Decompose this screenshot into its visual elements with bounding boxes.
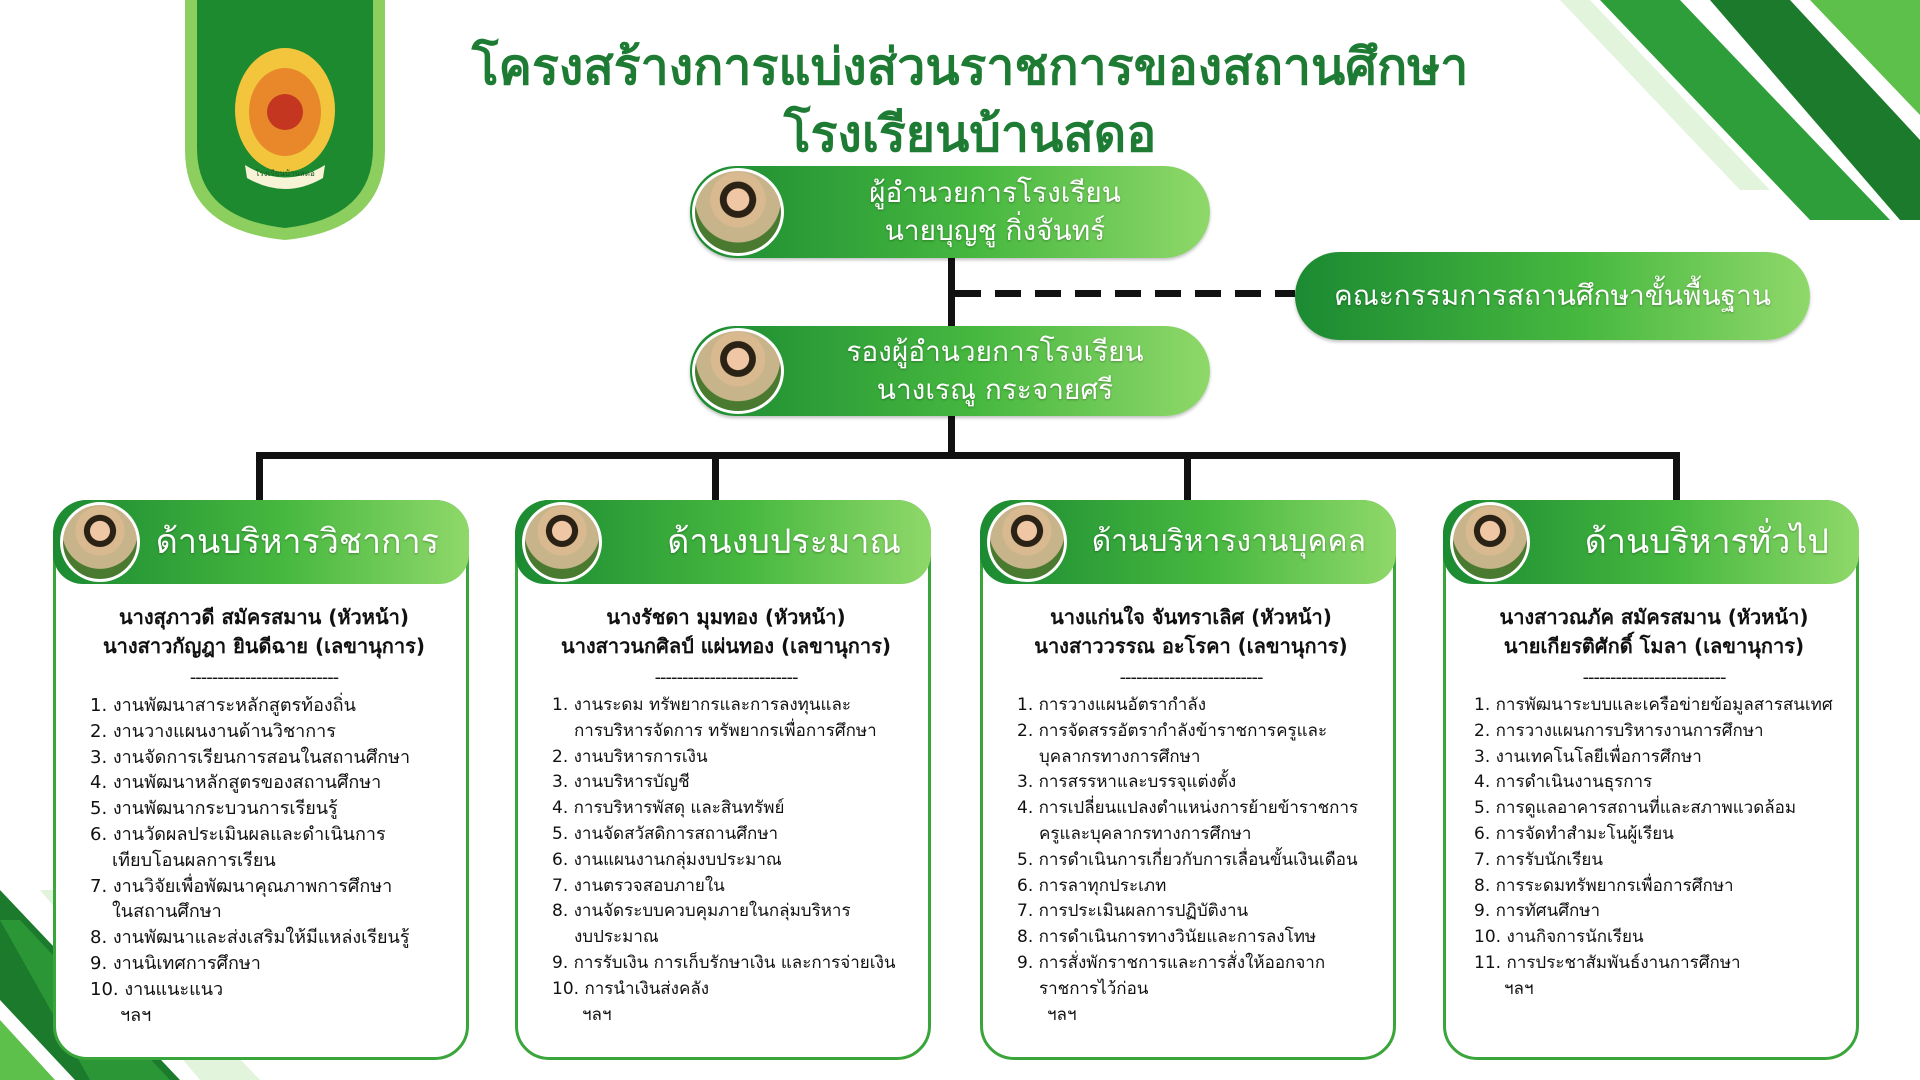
task-item: 2. งานบริหารการเงิน [552,746,708,767]
task-item: 1. งานระดม ทรัพยากรและการลงทุนและ [552,695,852,715]
department-card-general [1443,500,1859,1060]
task-item: 5. งานพัฒนากระบวนการเรียนรู้ [90,798,338,820]
department-staff [1446,603,1862,661]
connector-horizontal [256,452,1680,459]
task-item: 1. งานพัฒนาสาระหลักสูตรท้องถิ่น [90,695,356,716]
deputy-name: นางเรณู กระจายศรี [876,373,1114,406]
department-head-photo [1450,502,1530,582]
task-item: 6. การลาทุกประเภท [1017,875,1167,896]
task-list [1474,693,1850,1003]
task-item: 6. การจัดทำสำมะโนผู้เรียน [1474,823,1674,844]
connector-drop-3 [1184,452,1191,502]
department-head-photo [60,502,140,582]
department-head: นางแก่นใจ จันทราเลิศ (หัวหน้า) [1050,605,1332,629]
task-item: 9. การรับเงิน การเก็บรักษาเงิน และการจ่ายเงิน [552,952,896,973]
task-item: 3. งานเทคโนโลยีเพื่อการศึกษา [1474,746,1702,767]
department-secretary: นางสาวกัญฎา ยินดีฉาย (เลขานุการ) [102,634,426,658]
school-logo-label: โรงเรียนบ้านสดอ [255,169,315,178]
committee-box [1295,252,1810,340]
separator: --------------------------- [189,667,339,688]
task-item: การบริหารจัดการ ทรัพยากรเพื่อการศึกษา [574,720,877,741]
committee-label: คณะกรรมการสถานศึกษาขั้นพื้นฐาน [1334,279,1771,312]
department-card-personnel [980,500,1396,1060]
task-item: บุคลากรทางการศึกษา [1039,746,1201,767]
department-card-academic [53,500,469,1060]
task-item: ราชการไว้ก่อน [1039,978,1149,999]
department-card-budget [515,500,931,1060]
task-item: 2. การวางแผนการบริหารงานการศึกษา [1474,720,1764,741]
task-item: 3. งานจัดการเรียนการสอนในสถานศึกษา [90,746,411,768]
task-list [1017,693,1393,1028]
task-item: 4. งานพัฒนาหลักสูตรของสถานศึกษา [90,772,382,794]
department-secretary: นางสาวนกศิลป์ แผ่นทอง (เลขานุการ) [561,634,891,658]
page-subtitle [380,95,1560,174]
task-item: 4. การบริหารพัสดุ และสินทรัพย์ [552,798,785,819]
task-item: 8. การดำเนินการทางวินัยและการลงโทษ [1017,927,1317,948]
school-logo [185,0,385,240]
task-list [90,693,466,1028]
etc-label: ฯลฯ [1504,978,1534,999]
task-item: 3. งานบริหารบัญชี [552,772,690,793]
department-title: ด้านงบประมาณ [515,500,931,584]
task-item: 4. การดำเนินงานธุรการ [1474,772,1653,793]
task-item: 6. งานวัดผลประเมินผลและดำเนินการ [90,823,386,845]
department-head-photo [522,502,602,582]
department-secretary: นางสาววรรณ อะโรคา (เลขานุการ) [1034,634,1348,658]
task-item: 10. งานแนะแนว [90,978,224,1000]
task-item: 8. การระดมทรัพยากรเพื่อการศึกษา [1474,875,1734,896]
task-item: 5. การดำเนินการเกี่ยวกับการเลื่อนขั้นเงินเดือน [1017,849,1358,870]
task-item: 1. การวางแผนอัตรากำลัง [1017,695,1207,715]
department-staff [518,603,934,661]
department-secretary: นายเกียรติศักดิ์ โมลา (เลขานุการ) [1503,634,1805,658]
task-item: ครูและบุคลากรทางการศึกษา [1039,823,1252,844]
task-item: 5. การดูแลอาคารสถานที่และสภาพแวดล้อม [1474,798,1797,819]
department-head-photo [987,502,1067,582]
task-item: 3. การสรรหาและบรรจุแต่งตั้ง [1017,772,1237,793]
task-item: 8. งานจัดระบบควบคุมภายในกลุ่มบริหาร [552,901,851,922]
title-line-2: โรงเรียนบ้านสดอ [783,105,1157,163]
task-item: 2. การจัดสรรอัตรากำลังข้าราชการครูและ [1017,720,1328,741]
task-item: 7. งานตรวจสอบภายใน [552,875,725,896]
deputy-position: รองผู้อำนวยการโรงเรียน [846,335,1144,368]
task-item: 9. การทัศนศึกษา [1474,901,1601,922]
title-line-1: โครงสร้างการแบ่งส่วนราชการของสถานศึกษา [471,38,1469,96]
department-staff [56,603,472,661]
connector-drop-4 [1673,452,1680,502]
department-title: ด้านบริหารวิชาการ [53,500,469,584]
connector-drop-2 [712,452,719,502]
etc-label: ฯลฯ [582,1004,612,1025]
task-item: 9. การสั่งพักราชการและการสั่งให้ออกจาก [1017,952,1326,973]
task-item: งบประมาณ [574,927,659,948]
director-position: ผู้อำนวยการโรงเรียน [869,176,1121,209]
etc-label: ฯลฯ [120,1004,152,1026]
task-item: 11. การประชาสัมพันธ์งานการศึกษา [1474,952,1741,973]
task-list [552,693,928,1028]
task-item: เทียบโอนผลการเรียน [112,849,276,871]
separator: -------------------------- [1119,667,1263,688]
director-name: นายบุญชู กิ่งจันทร์ [884,214,1106,247]
task-item: 1. การพัฒนาระบบและเครือข่ายข้อมูลสารสนเทศ [1474,695,1833,715]
task-item: 8. งานพัฒนาและส่งเสริมให้มีแหล่งเรียนรู้ [90,927,410,949]
task-item: 10. งานกิจการนักเรียน [1474,927,1644,948]
deputy-photo [692,328,784,414]
task-item: 9. งานนิเทศการศึกษา [90,952,261,974]
corner-stripes-top-right [1560,0,1920,220]
task-item: 7. การประเมินผลการปฏิบัติงาน [1017,901,1249,922]
task-item: 2. งานวางแผนงานด้านวิชาการ [90,720,336,742]
task-item: ในสถานศึกษา [112,901,222,923]
department-head: นางรัชดา มุมทอง (หัวหน้า) [606,605,846,629]
connector-committee-dashed [955,290,1295,297]
etc-label: ฯลฯ [1047,1004,1077,1025]
department-staff [983,603,1399,661]
school-emblem-icon [185,0,385,240]
task-item: 4. การเปลี่ยนแปลงตำแหน่งการย้ายข้าราชการ [1017,798,1359,819]
department-title: ด้านบริหารงานบุคคล [980,500,1396,584]
task-item: 6. งานแผนงานกลุ่มงบประมาณ [552,849,782,870]
department-head: นางสาวณภัค สมัครสมาน (หัวหน้า) [1499,605,1809,629]
separator: -------------------------- [654,667,798,688]
department-title: ด้านบริหารทั่วไป [1443,500,1859,584]
task-item: 7. การรับนักเรียน [1474,849,1603,870]
director-photo [692,168,784,256]
separator: -------------------------- [1582,667,1726,688]
task-item: 7. งานวิจัยเพื่อพัฒนาคุณภาพการศึกษา [90,875,393,897]
task-item: 5. งานจัดสวัสดิการสถานศึกษา [552,823,779,844]
connector-drop-1 [256,452,263,502]
department-head: นางสุภาวดี สมัครสมาน (หัวหน้า) [118,605,410,629]
task-item: 10. การนำเงินส่งคลัง [552,978,710,999]
